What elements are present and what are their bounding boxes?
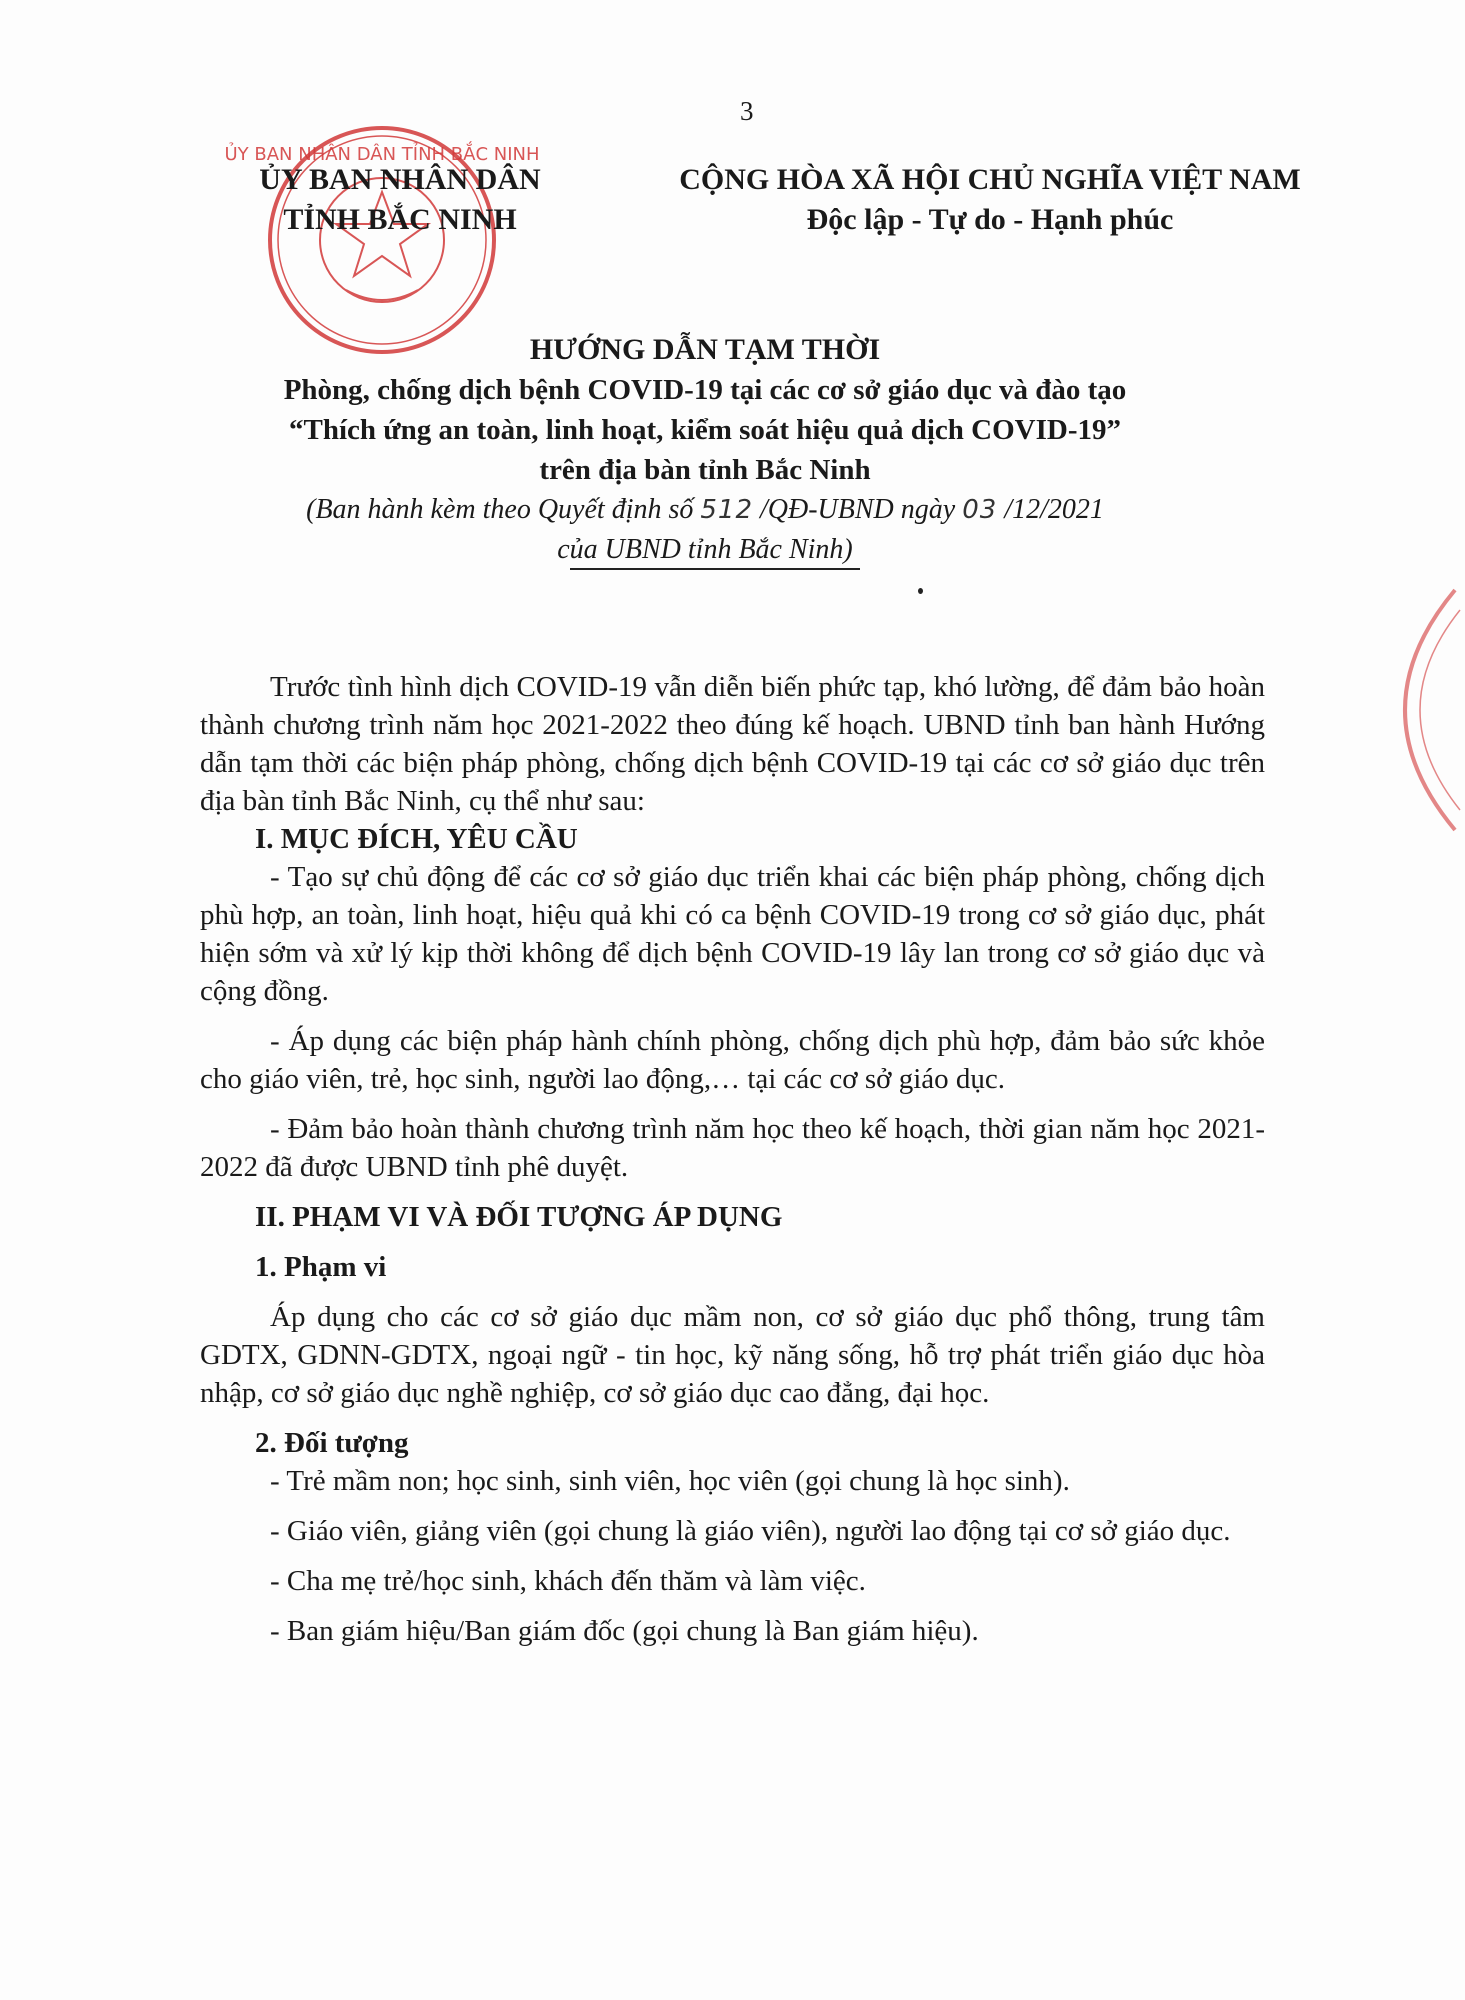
issuance-suffix: /12/2021: [1004, 494, 1104, 525]
section1-item: - Áp dụng các biện pháp hành chính phòng, chống dịch phù hợp, đảm bảo sức khỏe cho giáo viên, trẻ, học sinh, người lao động,… tại các cơ sở giáo dục.: [200, 1025, 1265, 1095]
issuance-line2: của UBND tỉnh Bắc Ninh): [557, 534, 853, 565]
official-seal-stamp: [224, 120, 540, 360]
stamp-text: ỦY BAN NHÂN DÂN TỈNH BẮC NINH: [224, 144, 540, 165]
national-motto: [660, 160, 1320, 240]
decision-day: 03: [962, 495, 998, 525]
section2-heading: II. PHẠM VI VÀ ĐỐI TƯỢNG ÁP DỤNG: [255, 1201, 783, 1233]
republic-name: CỘNG HÒA XÃ HỘI CHỦ NGHĨA VIỆT NAM: [679, 163, 1301, 196]
subjects-item: - Cha mẹ trẻ/học sinh, khách đến thăm và làm việc.: [270, 1565, 866, 1597]
title-main: HƯỚNG DẪN TẠM THỜI: [529, 333, 881, 366]
section1-heading: I. MỤC ĐÍCH, YÊU CẦU: [255, 823, 578, 855]
page-number: 3: [740, 96, 754, 126]
section1-item: - Đảm bảo hoàn thành chương trình năm học theo kế hoạch, thời gian năm học 2021-2022 đã được UBND tỉnh phê duyệt.: [200, 1113, 1265, 1183]
issuance-prefix: (Ban hành kèm theo Quyết định số: [306, 494, 694, 525]
motto-line: Độc lập - Tự do - Hạnh phúc: [806, 203, 1174, 236]
issuance-mid: /QĐ-UBND ngày: [760, 494, 956, 525]
document-title: [180, 330, 1230, 570]
decision-number: 512: [700, 495, 754, 525]
ink-dot: [918, 588, 923, 594]
document-body: [200, 668, 1265, 1650]
subjects-item: - Giáo viên, giảng viên (gọi chung là giáo viên), người lao động tại cơ sở giáo dục.: [270, 1515, 1231, 1547]
intro-paragraph: Trước tình hình dịch COVID-19 vẫn diễn biến phức tạp, khó lường, để đảm bảo hoàn thành chương trình năm học 2021-2022 theo đúng kế hoạch. UBND tỉnh ban hành Hướng dẫn tạm thời các biện pháp phòng, chống dịch bệnh COVID-19 tại các cơ sở giáo dục trên địa bàn tỉnh Bắc Ninh, cụ thể như sau:: [200, 671, 1265, 817]
title-line4: trên địa bàn tỉnh Bắc Ninh: [539, 454, 871, 486]
scope-text: Áp dụng cho các cơ sở giáo dục mầm non, cơ sở giáo dục phổ thông, trung tâm GDTX, GDNN-GDTX, ngoại ngữ - tin học, kỹ năng sống, hỗ trợ phát triển giáo dục hòa nhập, cơ sở giáo dục nghề nghiệp, cơ sở giáo dục cao đẳng, đại học.: [200, 1301, 1265, 1409]
section1-item: - Tạo sự chủ động để các cơ sở giáo dục triển khai các biện pháp phòng, chống dịch phù hợp, an toàn, linh hoạt, hiệu quả khi có ca bệnh COVID-19 trong cơ sở giáo dục, phát hiện sớm và xử lý kịp thời không để dịch bệnh COVID-19 lây lan trong cơ sở giáo dục và cộng đồng.: [200, 861, 1265, 1007]
authority-line2: TỈNH BẮC NINH: [283, 203, 517, 236]
subjects-item: - Trẻ mầm non; học sinh, sinh viên, học viên (gọi chung là học sinh).: [270, 1465, 1070, 1497]
title-line3: “Thích ứng an toàn, linh hoạt, kiểm soát hiệu quả dịch COVID-19”: [289, 414, 1121, 446]
authority-line1: ỦY BAN NHÂN DÂN: [259, 163, 541, 196]
issuing-authority: [240, 160, 560, 240]
subjects-item: - Ban giám hiệu/Ban giám đốc (gọi chung là Ban giám hiệu).: [270, 1615, 979, 1647]
partial-seal-stamp: [1345, 580, 1465, 840]
title-divider: [570, 568, 860, 570]
issuance-note: [180, 490, 1230, 530]
title-line2: Phòng, chống dịch bệnh COVID-19 tại các cơ sở giáo dục và đào tạo: [283, 374, 1127, 406]
scope-heading: 1. Phạm vi: [255, 1251, 387, 1283]
subjects-heading: 2. Đối tượng: [255, 1427, 409, 1459]
